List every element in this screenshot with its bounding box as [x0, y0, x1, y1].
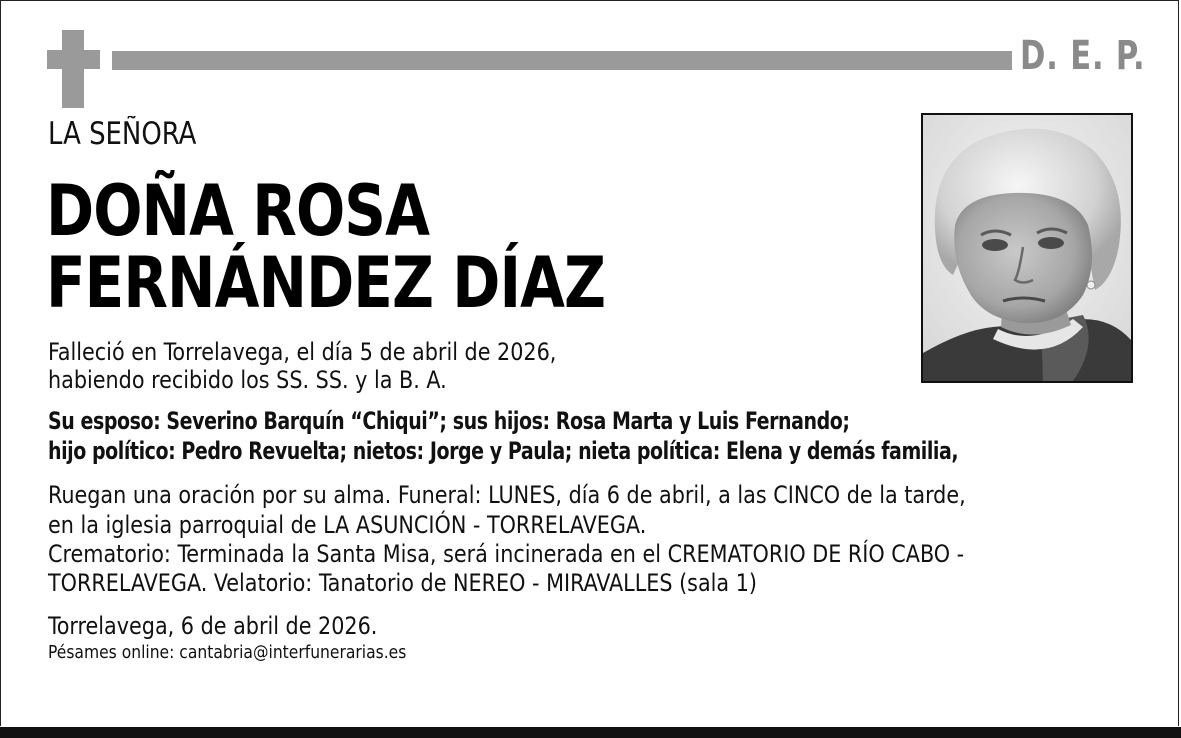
family-line2: hijo político: Pedro Revuelta; nietos: Jorge y Paula; nieta política: Elena y demás familia, — [48, 437, 959, 465]
service-line4: TORRELAVEGA. Velatorio: Tanatorio de NEREO - MIRAVALLES (sala 1) — [48, 569, 757, 597]
service-line2: en la iglesia parroquial de LA ASUNCIÓN - TORRELAVEGA. — [48, 511, 647, 539]
deceased-name-line1: DOÑA ROSA — [46, 170, 430, 252]
death-notice-line1: Falleció en Torrelavega, el día 5 de abril de 2026, — [48, 338, 557, 366]
bottom-border — [0, 727, 1181, 738]
service-line1: Ruegan una oración por su alma. Funeral: LUNES, día 6 de abril, a las CINCO de la tarde, — [48, 481, 966, 509]
place-date: Torrelavega, 6 de abril de 2026. — [48, 612, 378, 640]
deceased-name-line2: FERNÁNDEZ DÍAZ — [46, 242, 606, 324]
condolences-email: Pésames online: cantabria@interfunerarias.es — [48, 642, 407, 663]
family-line1: Su esposo: Severino Barquín “Chiqui”; sus hijos: Rosa Marta y Luis Fernando; — [48, 407, 850, 435]
dep-label: D. E. P. — [1020, 33, 1146, 79]
service-line3: Crematorio: Terminada la Santa Misa, será incinerada en el CREMATORIO DE RÍO CABO - — [48, 540, 965, 568]
portrait-photo — [921, 113, 1133, 383]
portrait-photo-drawing — [923, 115, 1131, 381]
cross-horizontal — [47, 50, 100, 69]
death-notice-line2: habiendo recibido los SS. SS. y la B. A. — [48, 366, 447, 394]
cross-vertical — [62, 30, 84, 108]
header-rule — [112, 51, 1012, 70]
honorific: LA SEÑORA — [48, 116, 197, 152]
